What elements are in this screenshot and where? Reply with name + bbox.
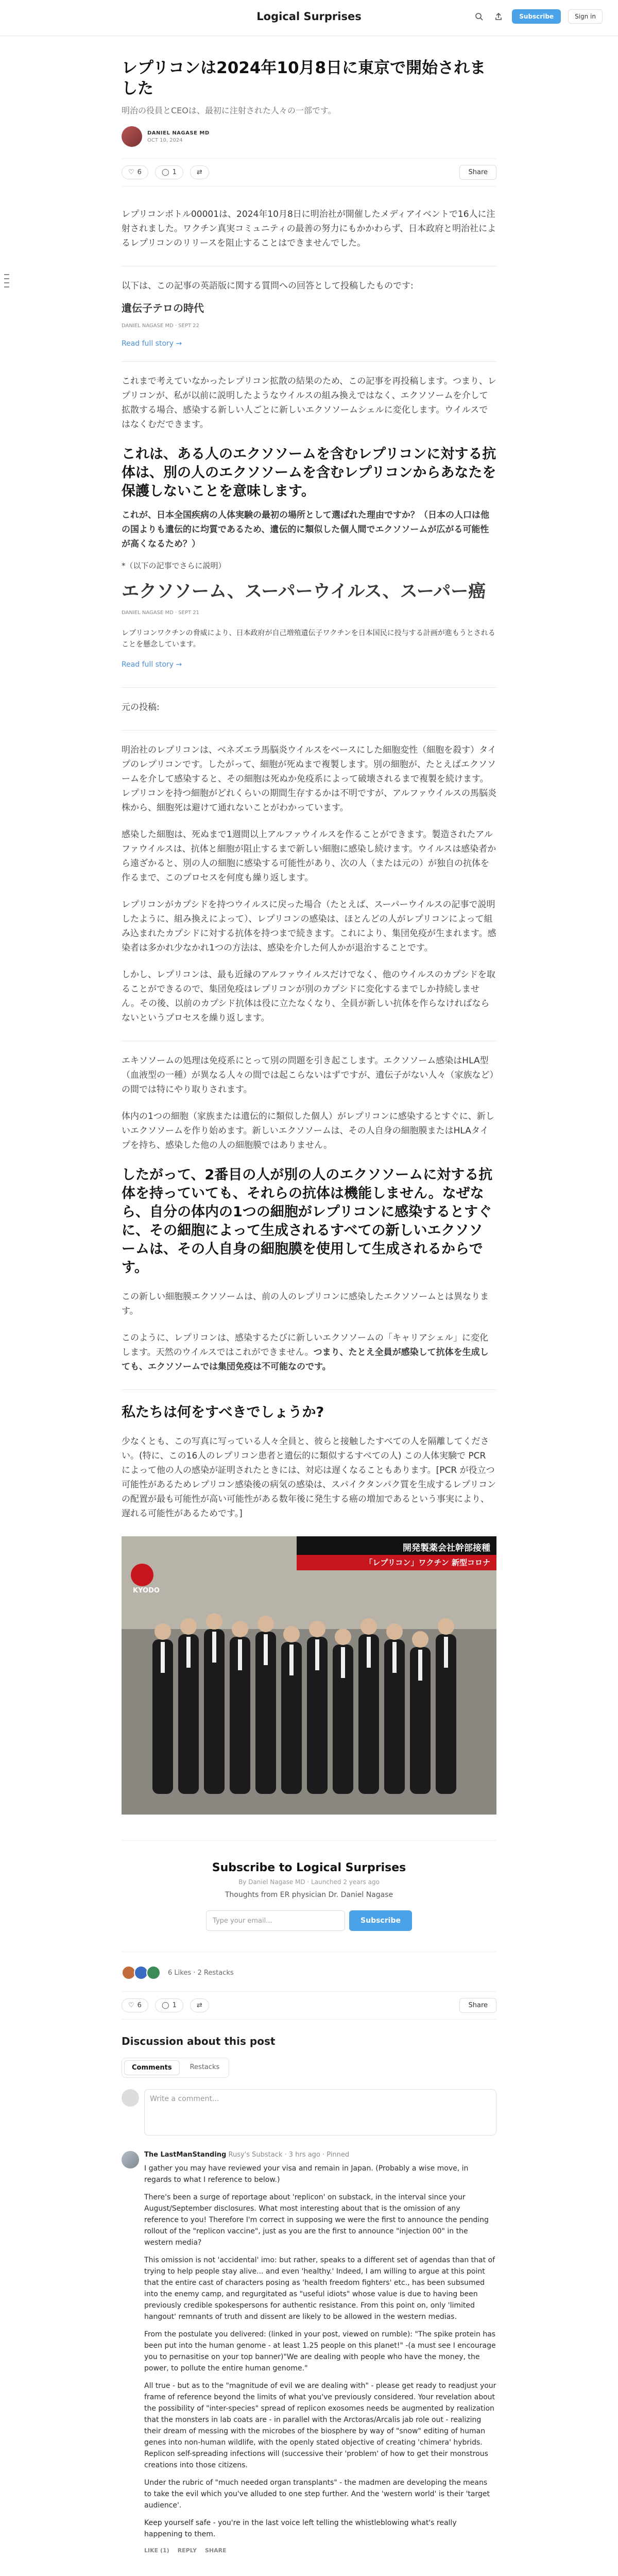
subscribe-button[interactable]: Subscribe: [512, 9, 561, 24]
top-bar: [0, 0, 618, 36]
restack-icon: ⇄: [196, 2002, 202, 2009]
like-count: 6: [137, 168, 142, 176]
section-heading: したがって、2番目の人が別の人のエクソソームに対する抗体を持っていても、それらの抗体は機能しません。なぜなら、自分の体内の1つの細胞がレプリコンに感染するとすぐに、その細胞によって生成されるすべての新しいエクソソームは、その人自身の細胞膜を使用して生成されるからです。: [122, 1167, 493, 1276]
discussion-title: Discussion about this post: [122, 2035, 276, 2047]
email-input[interactable]: Type your email...: [206, 1910, 345, 1931]
restack-button[interactable]: [190, 165, 209, 179]
paragraph-bold: これが、日本全国疾病の人体実験の最初の場所として選ばれた理由ですか？（日本の人口は他の国よりも遺伝的に均質であるため、遺伝的に類似した個人間でエクソソームが広がる可能性が高くなるため？）: [122, 510, 489, 549]
author-name[interactable]: DANIEL NAGASE MD: [147, 130, 210, 136]
photo-source-logo: KYODO: [133, 1587, 160, 1595]
comment-body: [144, 2163, 496, 2540]
comment-reply-button[interactable]: REPLY: [177, 2547, 197, 2554]
tab-restacks[interactable]: Restacks: [190, 2063, 220, 2071]
subscribe-section: [122, 1840, 496, 1952]
comment-button[interactable]: [155, 165, 183, 179]
comment-paragraph: There's been a surge of reportage about 'replicon' on substack, in the interval since your August/September disclosures. What most interesting about that is the omission of any reference to you! Therefore I'm correct in supposing we were the first to announce the pending rollout of the "replicon vaccine", just as you are the first to announce "injection 00" in the western media?: [144, 2193, 489, 2247]
post-container: [122, 58, 496, 2576]
user-avatar: [122, 2089, 139, 2107]
embedded-post-1[interactable]: [122, 300, 496, 351]
restack-button[interactable]: [190, 1998, 209, 2012]
action-bar: [122, 158, 496, 187]
photo-caption-top: 開発製薬会社幹部接種: [403, 1543, 490, 1553]
header-actions: [473, 9, 603, 24]
comment-paragraph: All true - but as to the "magnitude of evil we are dealing with" - please get ready to readjust your frame of reference beyond the limits of what you've previously considered. Your revelation about the possibility of "inter-species" spread of replicon exosomes needs be augmented by realization that the monsters in lab coats are - in parallel with the Arctoras/Arcalis jab role out - realizing their dream of messing with the microbes of the biosphere by way of "snow" editing of human genes into non-human wildlife, with the openly stated objective of creating 'chimera' hybrids. Replicon self-spreading infections will (successive their 'problem' of how to get their monstrous creations into those citizens.: [144, 2382, 496, 2469]
tab-comments[interactable]: Comments: [124, 2060, 180, 2075]
paragraph: 元の投稿:: [122, 702, 160, 713]
byline: [122, 126, 496, 147]
subscribe-form: [122, 1910, 496, 1931]
likes-restacks-count[interactable]: 6 Likes · 2 Restacks: [168, 1969, 234, 1977]
liker-avatar[interactable]: [146, 1965, 161, 1980]
heart-icon: ♡: [128, 2002, 134, 2009]
share-button[interactable]: Share: [459, 1998, 496, 2013]
paragraph: [122, 1331, 496, 1374]
post-title: レプリコンは2024年10月8日に東京で開始されました: [122, 59, 486, 98]
divider: [122, 730, 496, 731]
note: *（以下の記事でさらに説明）: [122, 561, 226, 570]
post-body: [122, 207, 496, 1521]
divider: [122, 687, 496, 688]
restack-icon: ⇄: [196, 168, 202, 176]
paragraph: 感染した細胞は、死ぬまで1週間以上アルファウイルスを作ることができます。製造されたアルファウイルスは、抗体と細胞が阻止するまで新しい細胞に感染し続けます。ウイルスは感染者から遠ざかると、別の人の細胞に感染する可能性があり、次の人（または元の）が独自の抗体を作るまで、このプロセスを何度も繰り返します。: [122, 829, 496, 883]
read-full-story-link[interactable]: Read full story →: [122, 660, 182, 669]
commenter-name[interactable]: The LastManStanding: [144, 2151, 227, 2159]
subscribe-byline: By Daniel Nagase MD · Launched 2 years ago: [238, 1878, 380, 1886]
embed-title[interactable]: 遺伝子テロの時代: [122, 302, 204, 314]
paragraph: これまで考えていなかったレプリコン拡散の結果のため、この記事を再投稿します。つまり、レプリコンが、私が以前に説明したようなウイルスの組み換えではなく、エクソソームを介して拡散する場合、感染する新しい人ごとに新しいエクソソームシェルに変化します。ウイルスではなくむだできます。: [122, 376, 496, 430]
paragraph: この新しい細胞膜エクソソームは、前の人のレプリコンに感染したエクソソームとは異なります。: [122, 1292, 489, 1316]
comment-paragraph: Under the rubric of "much needed organ transplants" - the madmen are developing the means to take the evil which you've alluded to one step further. And the 'western world' is their 'target audience'.: [144, 2479, 490, 2510]
paragraph-bold: つまり、たとえ全員が感染して抗体を生成しても、エクソソームでは集団免疫は不可能なのです。: [122, 1347, 489, 1372]
like-button[interactable]: [122, 1998, 148, 2012]
comment: [122, 2151, 496, 2554]
section-heading: 私たちは何をすべきでしょうか?: [122, 1404, 324, 1420]
embed-meta: DANIEL NAGASE MD · SEPT 22: [122, 323, 200, 329]
side-toc-icon[interactable]: [4, 274, 9, 287]
press-photo[interactable]: [122, 1536, 496, 1815]
action-bar-bottom: [122, 1991, 496, 2020]
heart-icon: ♡: [128, 168, 134, 176]
paragraph: しかし、レプリコンは、最も近縁のアルファウイルスだけでなく、他のウイルスのカプシドを取ることができるので、集団免疫はレプリコンが別のカプシドに変化するまでしか持続しません。その後、以前のカプシド抗体は役に立たなくなり、全員が新しい抗体を作らなければならないというプロセスを繰り返します。: [122, 970, 495, 1023]
comment-meta: Rusy's Substack · 3 hrs ago · Pinned: [228, 2151, 350, 2159]
comment-like-button[interactable]: LIKE (1): [144, 2547, 169, 2554]
author-avatar[interactable]: [122, 126, 142, 147]
paragraph: 以下は、この記事の英語版に関する質問への回答として投稿したものです:: [122, 281, 414, 291]
like-count: 6: [137, 2002, 142, 2009]
paragraph-text: このように、レプリコンは、感染するたびに新しいエクソソームの「キャリアシェル」に変化します。天然のウイルスではこれができません。: [122, 1333, 488, 1358]
paragraph: レプリコンがカプシドを持つウイルスに戻った場合（たとえば、スーパーウイルスの記事で説明したように、組み換えによって）、レプリコンの感染は、ほとんどの人がレプリコンによって組み込まれたカプシドに対する抗体を持つまで続きます。これにより、集団免疫が生まれます。感染者は多かれ少なかれ1つの方法は、感染を介した何人かが退治することです。: [122, 900, 496, 953]
embed-excerpt: レプリコンワクチンの脅威により、日本政府が自己増殖遺伝子ワクチンを日本国民に投与する計画が進もうとされることを懸念しています。: [122, 629, 495, 649]
comment-share-button[interactable]: SHARE: [205, 2547, 227, 2554]
like-button[interactable]: [122, 165, 148, 179]
paragraph: 体内の1つの細胞（家族または遺伝的に類似した個人）がレプリコンに感染するとすぐに、新しいエクソソームを作り始めます。新しいエクソソームは、その人自身の細胞膜またはHLAタイプを持ち、感染した他の人の細胞膜ではありません。: [122, 1111, 494, 1150]
share-icon[interactable]: [492, 10, 505, 23]
embed-title[interactable]: エクソソーム、スーパーウイルス、スーパー癌: [122, 581, 486, 602]
comment-header: [144, 2151, 496, 2159]
comment-count: 1: [172, 2002, 177, 2009]
paragraph: 少なくとも、この写真に写っている人々全員と、彼らと接触したすべての人を隔離してください。(特に、この16人のレプリコン患者と遺伝的に類似するすべての人) この人体実験で PCR によって他の人の感染が証明されたときには、対応は遅くなることもあります。[PCR が役立つ可能性があるためレプリコン感染後の病気の感染は、スパイクタンパク質を生成するレプリコンの配置が最も可能性が高い可能性がある数年後に発生する癌の増加であるという事実により、遅れる可能性があるためです。]: [122, 1436, 496, 1519]
discussion-tabs: [122, 2058, 229, 2078]
comment-icon: ◯: [162, 2002, 169, 2009]
comment-paragraph: Keep yourself safe - you're in the last voice left telling the whistleblowing what's really happening to them.: [144, 2519, 457, 2538]
photo-caption-red: 「レプリコン」ワクチン 新型コロナ: [365, 1558, 490, 1567]
comment-paragraph: This omission is not 'accidental' imo: but rather, speaks to a different set of agendas than that of trying to help people stay alive... and even 'healthy.' Indeed, I am willing to argue at this point that the entire cast of characters posing as 'health freedom fighters' etc., has been subsumed into the enemy camp, and regurgitated as "useful idiots" whose value is due to having been previously credible spokespersons for authentic resistance. From this point on, only 'limited hangout' remnants of truth and dissent are likely to be allowed in the western medias.: [144, 2256, 495, 2321]
embedded-post-2[interactable]: [122, 580, 496, 672]
divider: [122, 1389, 496, 1390]
comment-input[interactable]: Write a comment...: [144, 2089, 496, 2136]
likers-row[interactable]: [122, 1965, 496, 1980]
subscribe-title: Subscribe to Logical Surprises: [212, 1861, 406, 1874]
commenter-avatar[interactable]: [122, 2151, 139, 2168]
post-subtitle: 明治の役員とCEOは、最初に注射された人々の一部です。: [122, 106, 336, 115]
paragraph: 明治社のレプリコンは、ベネズエラ馬脳炎ウイルスをベースにした細胞変性（細胞を殺す）タイプのレプリコンです。したがって、細胞が死ぬまで複製します。別の細胞が、たとえばエクソソームを介して感染すると、その細胞は死ぬか免疫系によって破壊されるまで複製を続けます。レプリコンを持つ細胞がどれくらいの期間生存するかは不明ですが、アルファウイルスの馬脳炎株から、細胞死は避けて通れないことがわかっています。: [122, 745, 496, 813]
search-icon[interactable]: [473, 10, 485, 23]
divider: [122, 361, 496, 362]
post-date: OCT 10, 2024: [147, 137, 183, 143]
signin-button[interactable]: Sign in: [568, 9, 603, 24]
comment-actions: [144, 2547, 496, 2554]
comment-button[interactable]: [155, 1998, 183, 2012]
comment-paragraph: From the postulate you delivered: (linked in your post, viewed on rumble): "The spike protein has been put into the human genome - at least 1.25 people on this planet!" -(a must see I encourage you to pernasitise on your top banner)"We are dealing with people who have the money, the power, to pollute the entire human genome.": [144, 2330, 496, 2372]
share-button[interactable]: Share: [459, 165, 496, 180]
subscribe-submit-button[interactable]: Subscribe: [349, 1910, 412, 1931]
comment-composer: [122, 2089, 496, 2136]
section-heading: これは、ある人のエクソソームを含むレプリコンに対する抗体は、別の人のエクソソームを含むレプリコンからあなたを保護しないことを意味します。: [122, 446, 496, 499]
site-logo[interactable]: Logical Surprises: [256, 10, 362, 23]
read-full-story-link[interactable]: Read full story →: [122, 340, 182, 348]
comment-count: 1: [172, 168, 177, 176]
subscribe-description: Thoughts from ER physician Dr. Daniel Nagase: [225, 1891, 393, 1899]
embed-meta: DANIEL NAGASE MD · SEPT 21: [122, 610, 200, 616]
comment-paragraph: I gather you may have reviewed your visa and remain in Japan. (Probably a wise move, in regards to what I reference to below.): [144, 2164, 469, 2184]
paragraph: レプリコンボトル00001は、2024年10月8日に明治社が開催したメディアイベントで16人に注射されました。ワクチン真実コミュニティの最善の努力にもかかわらず、日本政府と明治社によるレプリコンのリリースを阻止することはできませんでした。: [122, 209, 496, 248]
paragraph: エキソソームの処理は免疫系にとって別の問題を引き起こします。エクソソーム感染はHLA型（血液型の一種）が異なる人々の間では起こらないはずですが、遺伝子がない人々（家族など）の間では特にやり取りされます。: [122, 1056, 494, 1095]
comment-icon: ◯: [162, 168, 169, 176]
